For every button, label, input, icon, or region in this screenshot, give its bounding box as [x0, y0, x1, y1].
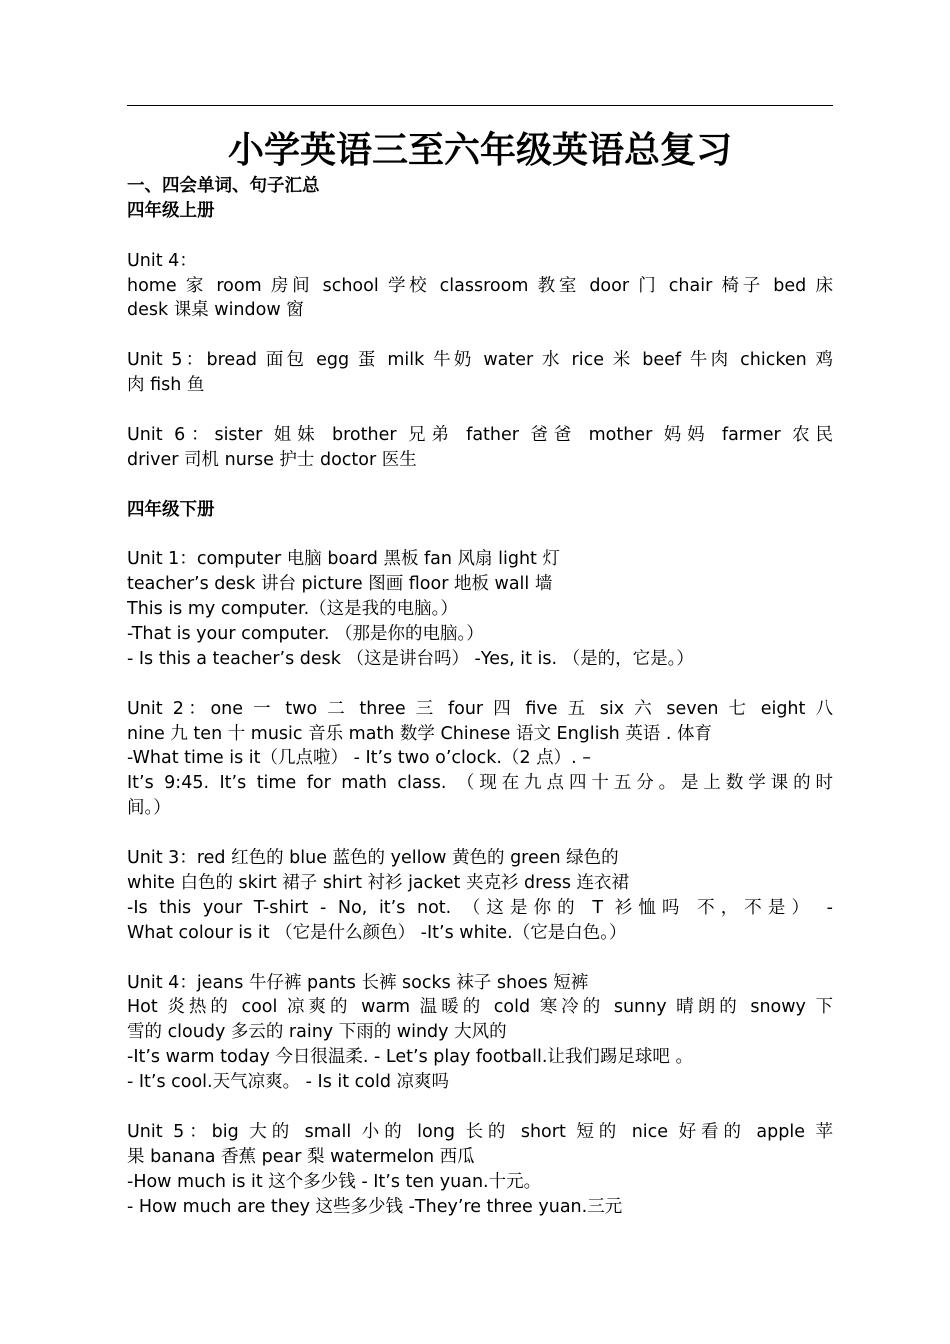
header-rule: [127, 105, 833, 106]
grade-heading: 四年级下册: [127, 499, 215, 520]
text-line: Unit 5：bread 面包 egg 蛋 milk 牛奶 water 水 rice 米 beef 牛肉 chicken 鸡: [127, 350, 833, 371]
text-line: teacher’s desk 讲台 picture 图画 floor 地板 wall 墙: [127, 574, 553, 595]
text-line: home 家 room 房间 school 学校 classroom 教室 door 门 chair 椅子 bed 床: [127, 275, 833, 296]
text-line: -How much is it 这个多少钱 - It’s ten yuan.十元。: [127, 1171, 542, 1192]
text-line: driver 司机 nurse 护士 doctor 医生: [127, 449, 417, 470]
text-line: -Is this your T-shirt - No, it’s not. （这是你的 T 衫恤吗 不，不是） -: [127, 897, 833, 918]
blank-line: [127, 672, 833, 697]
text-line: Unit 6：sister 姐妹 brother 兄弟 father 爸爸 mother 妈妈 farmer 农民: [127, 424, 833, 445]
text-line: - Is this a teacher’s desk （这是讲台吗） -Yes, it is. （是的，它是。）: [127, 648, 694, 669]
blank-line: [127, 224, 833, 249]
page-title: 小学英语三至六年级英语总复习: [227, 129, 732, 171]
text-line: Unit 2：one 一 two 二 three 三 four 四 five 五 six 六 seven 七 eight 八: [127, 698, 833, 719]
text-line: nine 九 ten 十 music 音乐 math 数学 Chinese 语文 English 英语 . 体育: [127, 723, 712, 744]
blank-line: [127, 398, 833, 423]
text-line: Hot 炎热的 cool 凉爽的 warm 温暖的 cold 寒冷的 sunny 晴朗的 snowy 下: [127, 997, 833, 1018]
text-line: -It’s warm today 今日很温柔. - Let’s play football.让我们踢足球吧 。: [127, 1047, 693, 1068]
unit-heading: Unit 4：: [127, 250, 197, 271]
text-line: Unit 5：big 大的 small 小的 long 长的 short 短的 nice 好看的 apple 苹: [127, 1121, 833, 1142]
text-line: Unit 1：computer 电脑 board 黑板 fan 风扇 light 灯: [127, 549, 560, 570]
section-heading: 一、四会单词、句子汇总: [127, 176, 320, 196]
text-line: This is my computer.（这是我的电脑。）: [127, 599, 458, 620]
text-line: What colour is it （它是什么颜色） -It’s white.（它是白色。）: [127, 922, 627, 943]
text-line: - How much are they 这些多少钱 -They’re three yuan.三元: [127, 1196, 623, 1217]
blank-line: [127, 821, 833, 846]
text-line: -What time is it（几点啦） - It’s two o’clock.（2 点）. –: [127, 748, 592, 769]
text-line: 间。）: [127, 798, 171, 819]
grade-heading: 四年级上册: [127, 200, 215, 221]
blank-line: [127, 522, 833, 547]
text-line: 肉 fish 鱼: [127, 375, 205, 396]
text-line: desk 课桌 window 窗: [127, 300, 304, 321]
text-line: -That is your computer. （那是你的电脑。）: [127, 624, 484, 645]
text-line: white 白色的 skirt 裙子 shirt 衬衫 jacket 夹克衫 dress 连衣裙: [127, 872, 630, 893]
document-body: [127, 174, 833, 1219]
blank-line: [127, 946, 833, 971]
text-line: 果 banana 香蕉 pear 梨 watermelon 西瓜: [127, 1146, 475, 1167]
blank-line: [127, 473, 833, 498]
text-line: Unit 4：jeans 牛仔裤 pants 长裤 socks 袜子 shoes 短裤: [127, 972, 589, 993]
text-line: 雪的 cloudy 多云的 rainy 下雨的 windy 大风的: [127, 1022, 507, 1043]
blank-line: [127, 323, 833, 348]
blank-line: [127, 1095, 833, 1120]
text-line: It’s 9:45. It’s time for math class. （现在九点四十五分。是上数学课的时: [127, 773, 833, 794]
text-line: - It’s cool.天气凉爽。 - Is it cold 凉爽吗: [127, 1072, 450, 1093]
text-line: Unit 3：red 红色的 blue 蓝色的 yellow 黄色的 green 绿色的: [127, 848, 619, 869]
